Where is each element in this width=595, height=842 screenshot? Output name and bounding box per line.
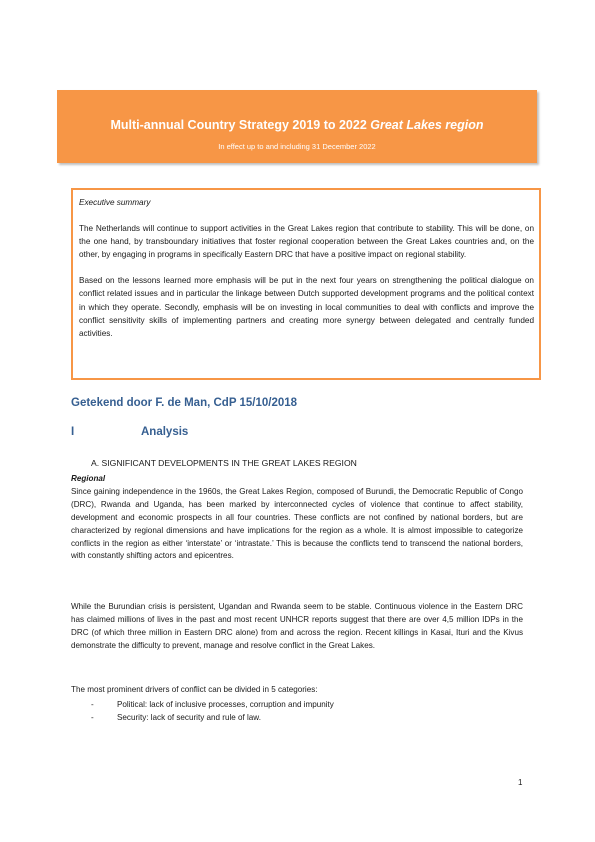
section-number: I — [71, 426, 75, 438]
subsection-title: SIGNIFICANT DEVELOPMENTS IN THE GREAT LAKES REGION — [101, 458, 357, 468]
bullet-dash: - — [91, 713, 94, 722]
page-number: 1 — [518, 778, 523, 787]
executive-summary-label: Executive summary — [79, 198, 151, 207]
regional-block — [71, 473, 523, 563]
subsection-letter: A. — [91, 458, 100, 468]
drivers-list — [91, 698, 334, 724]
list-item-text: Security: lack of security and rule of law. — [117, 713, 261, 722]
regional-label: Regional — [71, 474, 106, 483]
title-banner — [57, 90, 537, 163]
document-subtitle: In effect up to and including 31 December 2022 — [218, 142, 376, 151]
bullet-dash: - — [91, 700, 94, 709]
list-item-text: Political: lack of inclusive processes, corruption and impunity — [117, 700, 334, 709]
document-title-main: Multi-annual Country Strategy 2019 to 2022 — [110, 118, 367, 132]
burundi-drc-paragraph: While the Burundian crisis is persistent, Ugandan and Rwanda seem to be stable. Continuous violence in the Eastern DRC has claimed millions of lives in the past and most recent UNHCR reports suggest that there are over 4,5 million IDPs in the DRC (of which three million in Eastern DRC alone) from and across the region. Recent killings in Kasai, Ituri and the Kivus demonstrate the difficulty to prevent, manage and resolve conflict in the Great Lakes. — [71, 602, 523, 650]
subsection-heading — [91, 458, 357, 468]
regional-paragraph: Since gaining independence in the 1960s, the Great Lakes Region, composed of Burundi, the Democratic Republic of Congo (DRC), Rwanda and Uganda, has been marked by interconnected cycles of violence that continue to affect stability, development and economic prospects in all four countries. These conflicts are not confined by national borders, but are characterized by regional dimensions and have implications for the region as a whole. It is almost impossible to categorize conflicts in the region as either ‘interstate’ or ‘intrastate.’ This is because the conflicts tend to transcend the national borders, with constantly shifting actors and epicentres. — [71, 486, 523, 561]
section-heading — [71, 426, 188, 438]
executive-summary-paragraph-1: The Netherlands will continue to support activities in the Great Lakes region that contribute to stability. This will be done, on the one hand, by transboundary initiatives that foster regional cooperation between the Great Lakes countries and, on the other, by engaging in programs in specifically Eastern DRC that have a positive impact on regional stability. — [79, 224, 534, 260]
signed-by-line: Getekend door F. de Man, CdP 15/10/2018 — [71, 397, 298, 409]
drivers-intro: The most prominent drivers of conflict can be divided in 5 categories: — [71, 685, 318, 694]
document-title-region: Great Lakes region — [370, 118, 484, 132]
document-title — [57, 118, 537, 132]
section-title: Analysis — [141, 426, 189, 438]
body-paragraph-3 — [71, 684, 523, 697]
list-item — [91, 711, 334, 724]
executive-summary-box — [71, 188, 541, 380]
executive-summary-paragraph-2: Based on the lessons learned more emphasis will be put in the next four years on strengthening the political dialogue on conflict related issues and in particular the linkage between Dutch supported development programs and the political context in which they operate. Secondly, emphasis will be on investing in local communities to deal with conflicts and improve the conflict sensitivity skills of implementing partners and creating more synergy between delegated and centrally funded activities. — [79, 276, 534, 338]
list-item — [91, 698, 334, 711]
body-paragraph-2 — [71, 601, 523, 653]
